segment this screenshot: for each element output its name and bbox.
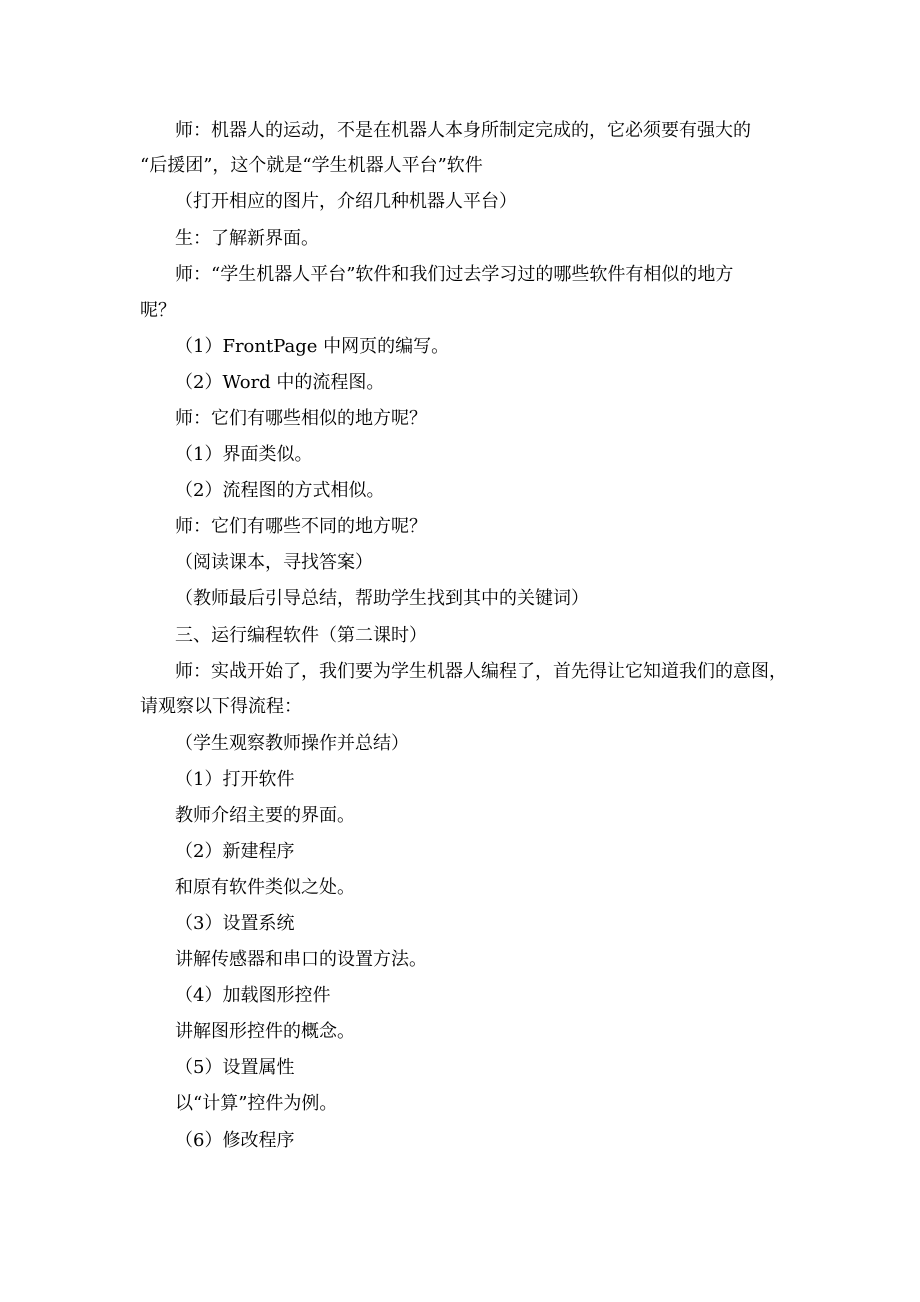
section-heading: 三、运行编程软件（第二课时） [175, 625, 427, 646]
text-line: 呢？ [140, 300, 176, 321]
text-line: 师：它们有哪些相似的地方呢？ [175, 408, 427, 429]
text-line: 讲解传感器和串口的设置方法。 [175, 949, 427, 970]
list-item: （1）打开软件 [175, 769, 295, 790]
list-item: （5）设置属性 [175, 1057, 295, 1078]
text-line: 教师介绍主要的界面。 [175, 805, 355, 826]
list-item: （3）设置系统 [175, 913, 295, 934]
list-item: （1）界面类似。 [175, 444, 313, 465]
text-line: 师：实战开始了，我们要为学生机器人编程了，首先得让它知道我们的意图， [175, 661, 787, 682]
text-line: （学生观察教师操作并总结） [175, 733, 409, 754]
text-line: 请观察以下得流程： [140, 696, 302, 717]
text-line: 和原有软件类似之处。 [175, 877, 355, 898]
list-item: （1）FrontPage 中网页的编写。 [175, 336, 450, 357]
text-line: “后援团”，这个就是“学生机器人平台”软件 [140, 155, 483, 176]
text-line: （打开相应的图片，介绍几种机器人平台） [175, 191, 517, 212]
text-line: 师：它们有哪些不同的地方呢？ [175, 516, 427, 537]
text-line: 以“计算”控件为例。 [175, 1093, 338, 1114]
list-item: （4）加载图形控件 [175, 985, 331, 1006]
text-line: 生：了解新界面。 [175, 228, 319, 249]
text-line: （阅读课本，寻找答案） [175, 552, 373, 573]
list-item: （6）修改程序 [175, 1130, 295, 1151]
list-item: （2）Word 中的流程图。 [175, 372, 385, 393]
text-line: （教师最后引导总结，帮助学生找到其中的关键词） [175, 588, 589, 609]
text-line: 师：“学生机器人平台”软件和我们过去学习过的哪些软件有相似的地方 [175, 264, 734, 285]
text-line: 讲解图形控件的概念。 [175, 1021, 355, 1042]
text-line: 师：机器人的运动，不是在机器人本身所制定完成的，它必须要有强大的 [175, 120, 751, 141]
list-item: （2）新建程序 [175, 841, 295, 862]
list-item: （2）流程图的方式相似。 [175, 480, 385, 501]
